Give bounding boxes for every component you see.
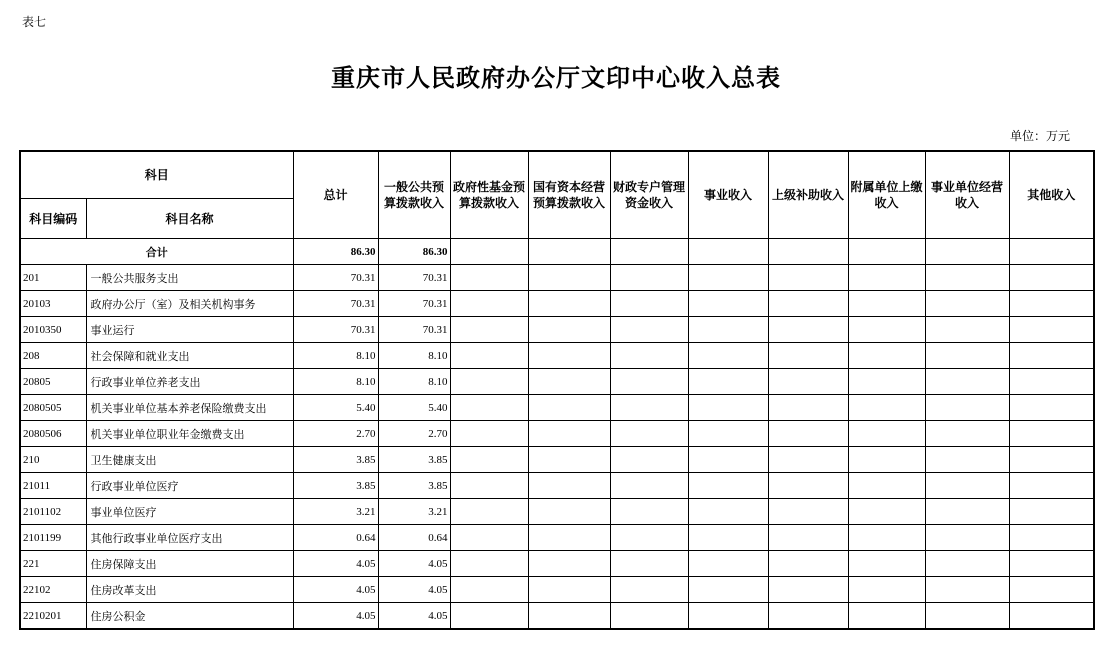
row-empty-cell — [610, 525, 688, 551]
row-code: 22102 — [20, 577, 86, 603]
row-empty-cell — [1009, 343, 1094, 369]
row-general-budget: 70.31 — [378, 291, 450, 317]
row-empty-cell — [450, 369, 528, 395]
row-empty-cell — [688, 551, 768, 577]
row-total: 5.40 — [293, 395, 378, 421]
row-empty-cell — [450, 395, 528, 421]
row-empty-cell — [610, 421, 688, 447]
row-empty-cell — [848, 395, 925, 421]
row-empty-cell — [768, 577, 848, 603]
row-general-budget: 3.85 — [378, 447, 450, 473]
row-empty-cell — [1009, 265, 1094, 291]
row-empty-cell — [768, 395, 848, 421]
row-empty-cell — [688, 499, 768, 525]
row-name: 机关事业单位职业年金缴费支出 — [86, 421, 293, 447]
row-total: 4.05 — [293, 577, 378, 603]
total-cell-empty — [528, 239, 610, 265]
row-name: 卫生健康支出 — [86, 447, 293, 473]
header-gov-fund: 政府性基金预算拨款收入 — [450, 151, 528, 239]
row-empty-cell — [688, 369, 768, 395]
row-empty-cell — [1009, 447, 1094, 473]
row-code: 20805 — [20, 369, 86, 395]
total-label: 合计 — [20, 239, 293, 265]
row-empty-cell — [528, 265, 610, 291]
table-body — [20, 239, 1094, 630]
row-name: 住房保障支出 — [86, 551, 293, 577]
row-empty-cell — [848, 499, 925, 525]
row-code: 2101199 — [20, 525, 86, 551]
row-empty-cell — [768, 369, 848, 395]
row-empty-cell — [450, 603, 528, 630]
row-empty-cell — [848, 577, 925, 603]
row-empty-cell — [528, 499, 610, 525]
row-total: 70.31 — [293, 317, 378, 343]
row-total: 3.85 — [293, 447, 378, 473]
row-empty-cell — [688, 265, 768, 291]
total-cell-total: 86.30 — [293, 239, 378, 265]
row-code: 2101102 — [20, 499, 86, 525]
row-general-budget: 70.31 — [378, 317, 450, 343]
row-empty-cell — [848, 473, 925, 499]
row-empty-cell — [1009, 525, 1094, 551]
row-empty-cell — [768, 265, 848, 291]
row-code: 2210201 — [20, 603, 86, 630]
table-row — [20, 369, 1094, 395]
row-empty-cell — [925, 343, 1009, 369]
row-empty-cell — [610, 343, 688, 369]
row-name: 事业运行 — [86, 317, 293, 343]
row-name: 机关事业单位基本养老保险缴费支出 — [86, 395, 293, 421]
row-empty-cell — [528, 473, 610, 499]
row-name: 其他行政事业单位医疗支出 — [86, 525, 293, 551]
row-empty-cell — [610, 577, 688, 603]
row-empty-cell — [1009, 369, 1094, 395]
row-total: 70.31 — [293, 265, 378, 291]
row-total: 4.05 — [293, 551, 378, 577]
row-name: 行政事业单位医疗 — [86, 473, 293, 499]
row-empty-cell — [848, 551, 925, 577]
row-code: 2010350 — [20, 317, 86, 343]
row-empty-cell — [450, 265, 528, 291]
header-code: 科目编码 — [20, 199, 86, 239]
row-empty-cell — [925, 473, 1009, 499]
row-empty-cell — [925, 525, 1009, 551]
table-number: 表七 — [22, 15, 47, 29]
income-summary-table — [19, 150, 1095, 630]
row-empty-cell — [925, 421, 1009, 447]
row-code: 21011 — [20, 473, 86, 499]
header-superior-subsidy: 上级补助收入 — [768, 151, 848, 239]
row-empty-cell — [925, 577, 1009, 603]
total-cell-empty — [1009, 239, 1094, 265]
row-empty-cell — [848, 291, 925, 317]
row-empty-cell — [848, 447, 925, 473]
row-code: 201 — [20, 265, 86, 291]
row-empty-cell — [450, 291, 528, 317]
header-general-budget: 一般公共预算拨款收入 — [378, 151, 450, 239]
row-code: 2080506 — [20, 421, 86, 447]
row-empty-cell — [1009, 317, 1094, 343]
row-total: 8.10 — [293, 369, 378, 395]
row-empty-cell — [925, 395, 1009, 421]
table-row — [20, 551, 1094, 577]
table-row — [20, 317, 1094, 343]
total-cell-empty — [848, 239, 925, 265]
row-general-budget: 5.40 — [378, 395, 450, 421]
row-total: 70.31 — [293, 291, 378, 317]
header-fiscal-special: 财政专户管理资金收入 — [610, 151, 688, 239]
row-empty-cell — [450, 577, 528, 603]
row-empty-cell — [768, 291, 848, 317]
row-total: 3.85 — [293, 473, 378, 499]
row-name: 住房改革支出 — [86, 577, 293, 603]
row-empty-cell — [925, 317, 1009, 343]
row-empty-cell — [688, 577, 768, 603]
row-empty-cell — [768, 473, 848, 499]
row-empty-cell — [848, 525, 925, 551]
row-general-budget: 8.10 — [378, 343, 450, 369]
row-empty-cell — [688, 525, 768, 551]
header-total: 总计 — [293, 151, 378, 239]
row-empty-cell — [528, 525, 610, 551]
total-cell-general-budget: 86.30 — [378, 239, 450, 265]
row-empty-cell — [768, 551, 848, 577]
table-row — [20, 577, 1094, 603]
row-name: 一般公共服务支出 — [86, 265, 293, 291]
row-empty-cell — [450, 447, 528, 473]
row-empty-cell — [528, 317, 610, 343]
total-cell-empty — [610, 239, 688, 265]
row-empty-cell — [925, 291, 1009, 317]
row-empty-cell — [848, 265, 925, 291]
row-empty-cell — [610, 603, 688, 630]
total-cell-empty — [450, 239, 528, 265]
row-total: 3.21 — [293, 499, 378, 525]
row-empty-cell — [610, 499, 688, 525]
row-empty-cell — [1009, 395, 1094, 421]
row-empty-cell — [688, 603, 768, 630]
row-code: 210 — [20, 447, 86, 473]
row-empty-cell — [450, 421, 528, 447]
row-empty-cell — [450, 499, 528, 525]
row-empty-cell — [768, 603, 848, 630]
row-empty-cell — [610, 551, 688, 577]
row-general-budget: 4.05 — [378, 603, 450, 630]
header-name: 科目名称 — [86, 199, 293, 239]
row-empty-cell — [688, 291, 768, 317]
row-general-budget: 4.05 — [378, 577, 450, 603]
row-empty-cell — [768, 421, 848, 447]
row-empty-cell — [925, 369, 1009, 395]
row-empty-cell — [610, 395, 688, 421]
row-empty-cell — [610, 291, 688, 317]
header-state-capital: 国有资本经营预算拨款收入 — [528, 151, 610, 239]
table-row — [20, 291, 1094, 317]
row-empty-cell — [688, 317, 768, 343]
header-affiliated-units: 附属单位上缴收入 — [848, 151, 925, 239]
row-empty-cell — [848, 603, 925, 630]
row-empty-cell — [1009, 473, 1094, 499]
row-empty-cell — [450, 343, 528, 369]
row-empty-cell — [768, 525, 848, 551]
table-row — [20, 343, 1094, 369]
row-empty-cell — [768, 447, 848, 473]
row-empty-cell — [610, 369, 688, 395]
row-empty-cell — [768, 499, 848, 525]
row-empty-cell — [1009, 551, 1094, 577]
row-general-budget: 3.21 — [378, 499, 450, 525]
row-empty-cell — [688, 421, 768, 447]
row-empty-cell — [1009, 577, 1094, 603]
row-name: 政府办公厅（室）及相关机构事务 — [86, 291, 293, 317]
table-row — [20, 447, 1094, 473]
row-empty-cell — [768, 317, 848, 343]
row-empty-cell — [610, 265, 688, 291]
row-total: 4.05 — [293, 603, 378, 630]
row-code: 221 — [20, 551, 86, 577]
header-other-income: 其他收入 — [1009, 151, 1094, 239]
row-empty-cell — [528, 421, 610, 447]
row-total: 0.64 — [293, 525, 378, 551]
unit-label: 单位：万元 — [1010, 129, 1071, 143]
total-row — [20, 239, 1094, 265]
row-empty-cell — [848, 369, 925, 395]
row-general-budget: 8.10 — [378, 369, 450, 395]
row-empty-cell — [848, 317, 925, 343]
table-row — [20, 421, 1094, 447]
row-empty-cell — [528, 343, 610, 369]
table-row — [20, 603, 1094, 630]
row-empty-cell — [688, 395, 768, 421]
total-cell-empty — [925, 239, 1009, 265]
row-empty-cell — [610, 317, 688, 343]
row-empty-cell — [528, 369, 610, 395]
row-empty-cell — [925, 265, 1009, 291]
row-empty-cell — [848, 343, 925, 369]
row-general-budget: 0.64 — [378, 525, 450, 551]
row-empty-cell — [1009, 291, 1094, 317]
header-business-income: 事业收入 — [688, 151, 768, 239]
row-total: 2.70 — [293, 421, 378, 447]
row-empty-cell — [848, 421, 925, 447]
table-row — [20, 525, 1094, 551]
row-empty-cell — [610, 473, 688, 499]
row-code: 208 — [20, 343, 86, 369]
row-empty-cell — [528, 551, 610, 577]
row-empty-cell — [450, 317, 528, 343]
row-general-budget: 2.70 — [378, 421, 450, 447]
row-empty-cell — [1009, 499, 1094, 525]
row-empty-cell — [1009, 421, 1094, 447]
table-row — [20, 473, 1094, 499]
row-empty-cell — [925, 447, 1009, 473]
row-empty-cell — [925, 603, 1009, 630]
row-general-budget: 4.05 — [378, 551, 450, 577]
row-empty-cell — [528, 603, 610, 630]
row-total: 8.10 — [293, 343, 378, 369]
table-header — [20, 151, 1094, 239]
row-empty-cell — [925, 499, 1009, 525]
row-general-budget: 3.85 — [378, 473, 450, 499]
row-empty-cell — [528, 577, 610, 603]
row-empty-cell — [450, 473, 528, 499]
page-title: 重庆市人民政府办公厅文印中心收入总表 — [331, 63, 781, 92]
row-empty-cell — [450, 525, 528, 551]
row-name: 事业单位医疗 — [86, 499, 293, 525]
row-empty-cell — [768, 343, 848, 369]
row-name: 行政事业单位养老支出 — [86, 369, 293, 395]
row-empty-cell — [528, 291, 610, 317]
row-code: 20103 — [20, 291, 86, 317]
table-row — [20, 499, 1094, 525]
row-empty-cell — [688, 343, 768, 369]
total-cell-empty — [768, 239, 848, 265]
row-empty-cell — [528, 447, 610, 473]
table-row — [20, 395, 1094, 421]
row-empty-cell — [925, 551, 1009, 577]
header-business-operation: 事业单位经营收入 — [925, 151, 1009, 239]
row-name: 社会保障和就业支出 — [86, 343, 293, 369]
row-name: 住房公积金 — [86, 603, 293, 630]
row-general-budget: 70.31 — [378, 265, 450, 291]
row-empty-cell — [528, 395, 610, 421]
row-empty-cell — [1009, 603, 1094, 630]
row-empty-cell — [688, 447, 768, 473]
row-empty-cell — [450, 551, 528, 577]
table-row — [20, 265, 1094, 291]
row-empty-cell — [610, 447, 688, 473]
header-subject: 科目 — [20, 151, 293, 199]
total-cell-empty — [688, 239, 768, 265]
row-empty-cell — [688, 473, 768, 499]
row-code: 2080505 — [20, 395, 86, 421]
